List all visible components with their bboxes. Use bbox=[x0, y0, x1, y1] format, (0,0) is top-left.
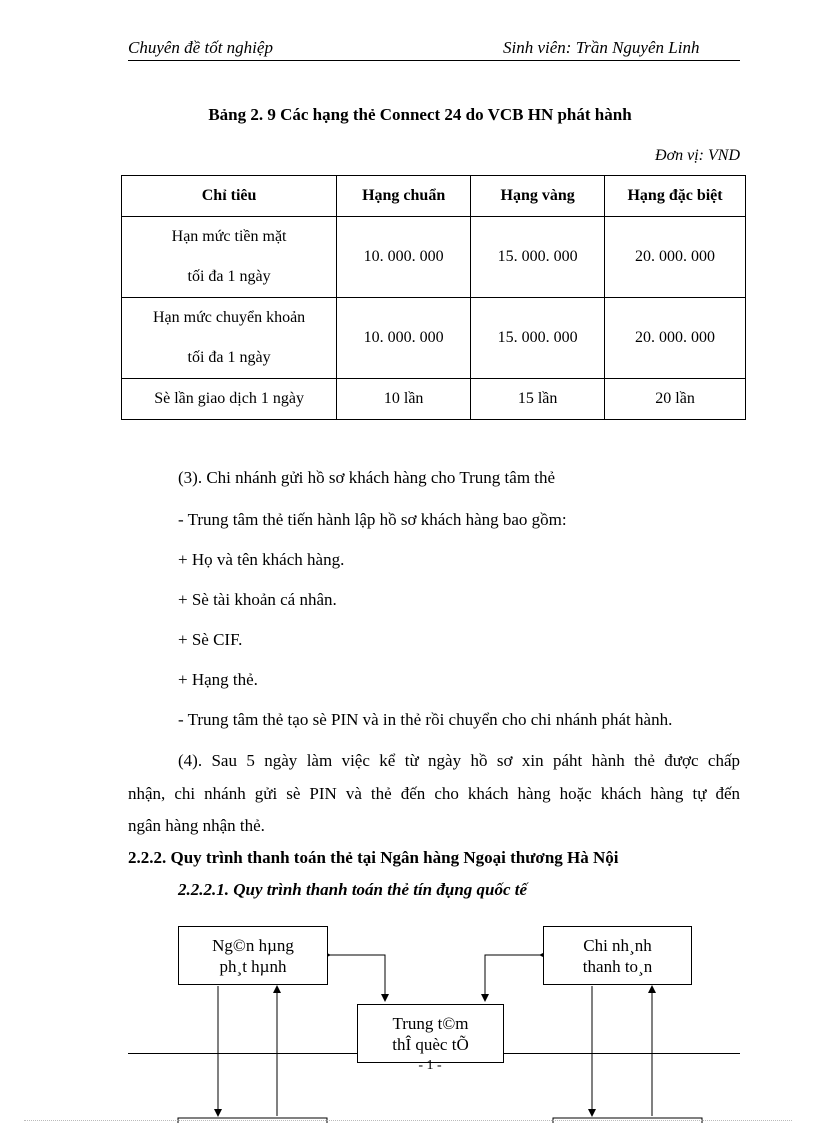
box-label-line: Chi nh¸nh bbox=[583, 935, 652, 955]
row-label-cell: Sè lần giao dịch 1 ngày bbox=[122, 379, 337, 420]
row-label-line: Hạn mức chuyển khoản bbox=[152, 309, 306, 326]
subsection-heading: 2.2.2.1. Quy trình thanh toán thẻ tín đụng quốc tế bbox=[178, 880, 528, 899]
table-cell: 10. 000. 000 bbox=[337, 217, 471, 298]
page-bottom-edge bbox=[24, 1120, 792, 1121]
box-card-center bbox=[357, 1004, 504, 1063]
row-label-line: tối đa 1 ngày bbox=[187, 349, 271, 366]
paragraph-line: nhận, chi nhánh gửi sè PIN và thẻ đến cho khách hàng hoặc khách hàng tự đến bbox=[128, 784, 740, 803]
paragraph: - Trung tâm thẻ tạo sè PIN và in thẻ rồi chuyển cho chi nhánh phát hành. bbox=[178, 710, 673, 729]
list-item: + Sè tài khoản cá nhân. bbox=[178, 590, 337, 609]
table-cell: 20. 000. 000 bbox=[605, 298, 746, 379]
table-header-cell: Chỉ tiêu bbox=[122, 176, 337, 217]
list-item: + Hạng thẻ. bbox=[178, 670, 258, 689]
row-label-line: tối đa 1 ngày bbox=[187, 268, 271, 285]
table-title: Bảng 2. 9 Các hạng thẻ Connect 24 do VCB HN phát hành bbox=[208, 105, 632, 124]
arrow-branch-to-center bbox=[485, 955, 540, 1001]
box-payment-branch bbox=[543, 926, 692, 985]
page-number: - 1 - bbox=[418, 1058, 442, 1073]
list-item: + Sè CIF. bbox=[178, 630, 243, 649]
table-unit-note: Đơn vị: VND bbox=[655, 147, 740, 164]
table-cell: 15. 000. 000 bbox=[471, 217, 605, 298]
box-label-line: thÎ quèc tÕ bbox=[392, 1034, 469, 1054]
list-item: + Họ và tên khách hàng. bbox=[178, 550, 345, 569]
header-student-name: Sinh viên: Trần Nguyên Linh bbox=[503, 38, 700, 57]
header-course-title: Chuyên đề tốt nghiệp bbox=[128, 38, 273, 57]
paragraph: - Trung tâm thẻ tiến hành lập hồ sơ khách hàng bao gồm: bbox=[178, 510, 567, 529]
box-label-line: thanh to¸n bbox=[582, 956, 653, 976]
box-label-line: Trung t©m bbox=[392, 1013, 469, 1033]
table-cell: 10 lần bbox=[337, 379, 471, 420]
table-cell: 15. 000. 000 bbox=[471, 298, 605, 379]
box-label-line: Ng©n hµng bbox=[212, 935, 294, 955]
paragraph-line: (4). Sau 5 ngày làm việc kể từ ngày hồ sơ xin páht hành thẻ được chấp bbox=[178, 751, 740, 770]
row-label-line: Hạn mức tiền mặt bbox=[171, 228, 287, 245]
box-label-line: ph¸t hµnh bbox=[219, 956, 287, 976]
table-cell: 10. 000. 000 bbox=[337, 298, 471, 379]
paragraph-line: ngân hàng nhận thẻ. bbox=[128, 816, 265, 835]
table-header-cell: Hạng vàng bbox=[471, 176, 605, 217]
arrow-issuing-to-center bbox=[330, 955, 385, 1001]
table-header-cell: Hạng chuẩn bbox=[337, 176, 471, 217]
table-cell: 20 lần bbox=[605, 379, 746, 420]
table-cell: 20. 000. 000 bbox=[605, 217, 746, 298]
table-header-cell: Hạng đặc biệt bbox=[605, 176, 746, 217]
box-issuing-bank bbox=[178, 926, 328, 985]
paragraph: (3). Chi nhánh gửi hồ sơ khách hàng cho Trung tâm thẻ bbox=[178, 468, 556, 487]
section-heading: 2.2.2. Quy trình thanh toán thẻ tại Ngân hàng Ngoại thương Hà Nội bbox=[128, 848, 619, 867]
table-cell: 15 lần bbox=[471, 379, 605, 420]
